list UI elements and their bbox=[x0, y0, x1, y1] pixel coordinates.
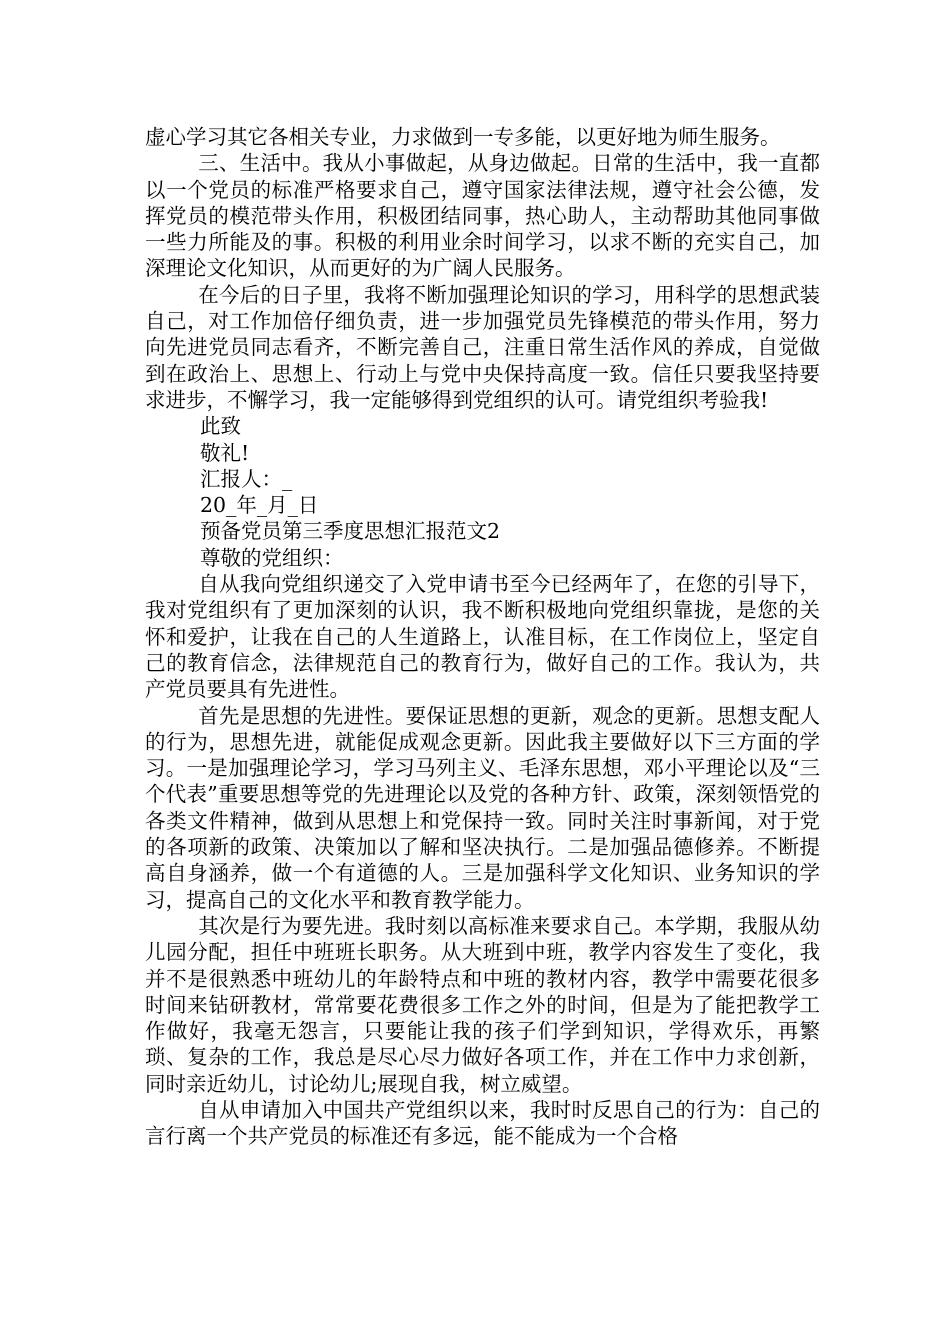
paragraph-1: 虚心学习其它各相关专业，力求做到一专多能，以更好地为师生服务。 bbox=[145, 125, 781, 149]
section-title: 预备党员第三季度思想汇报范文2 bbox=[200, 519, 501, 544]
reporter-line: 汇报人：_ bbox=[200, 466, 293, 491]
paragraph-7: 自从申请加入中国共产党组织以来，我时时反思自己的行为：自己的言行离一个共产党员的标准还有多远，能不能成为一个合格 bbox=[145, 1097, 820, 1149]
date-line: 20_年_月_日 bbox=[200, 493, 319, 518]
document-body bbox=[145, 124, 820, 1150]
paragraph-2: 三、生活中。我从小事做起，从身边做起。日常的生活中，我一直都以一个党员的标准严格要求自己，遵守国家法律法规，遵守社会公德，发挥党员的模范带头作用，积极团结同事，热心助人，主动帮助其他同事做一些力所能及的事。积极的利用业余时间学习，以求不断的充实自己，加深理论文化知识，从而更好的为广阔人民服务。 bbox=[145, 151, 820, 281]
paragraph-3: 在今后的日子里，我将不断加强理论知识的学习，用科学的思想武装自己，对工作加倍仔细负责，进一步加强党员先锋模范的带头作用，努力向先进党员同志看齐，不断完善自己，注重日常生活作风的养成，自觉做到在政治上、思想上、行动上与党中央保持高度一致。信任只要我坚持要求进步，不懈学习，我一定能够得到党组织的认可。请党组织考验我! bbox=[145, 282, 820, 412]
paragraph-5: 首先是思想的先进性。要保证思想的更新，观念的更新。思想支配人的行为，思想先进，就能促成观念更新。因此我主要做好以下三方面的学习。一是加强理论学习，学习马列主义、毛泽东思想，邓小平理论以及“三个代表”重要思想等党的先进理论以及党的各种方针、政策，深刻领悟党的各类文件精神，做到从思想上和党保持一致。同时关注时事新闻，对于党的各项新的政策、决策加以了解和坚决执行。二是加强品德修养。不断提高自身涵养，做一个有道德的人。三是加强科学文化知识、业务知识的学习，提高自己的文化水平和教育教学能力。 bbox=[145, 703, 820, 912]
paragraph-4: 自从我向党组织递交了入党申请书至今已经两年了，在您的引导下，我对党组织有了更加深刻的认识，我不断积极地向党组织靠拢，是您的关怀和爱护，让我在自己的人生道路上，认准目标，在工作岗位上，坚定自己的教育信念，法律规范自己的教育行为，做好自己的工作。我认为，共产党员要具有先进性。 bbox=[145, 572, 820, 702]
paragraph-6: 其次是行为要先进。我时刻以高标准来要求自己。本学期，我服从幼儿园分配，担任中班班长职务。从大班到中班，教学内容发生了变化，我并不是很熟悉中班幼儿的年龄特点和中班的教材内容，教学中需要花很多时间来钻研教材，常常要花费很多工作之外的时间，但是为了能把教学工作做好，我毫无怨言，只要能让我的孩子们学到知识，学得欢乐，再繁琐、复杂的工作，我总是尽心尽力做好各项工作，并在工作中力求创新，同时亲近幼儿，讨论幼儿;展现自我，树立威望。 bbox=[145, 913, 820, 1096]
greeting-line: 尊敬的党组织： bbox=[200, 545, 344, 570]
closing-regards: 敬礼! bbox=[200, 440, 250, 465]
closing-salutation: 此致 bbox=[200, 414, 241, 439]
